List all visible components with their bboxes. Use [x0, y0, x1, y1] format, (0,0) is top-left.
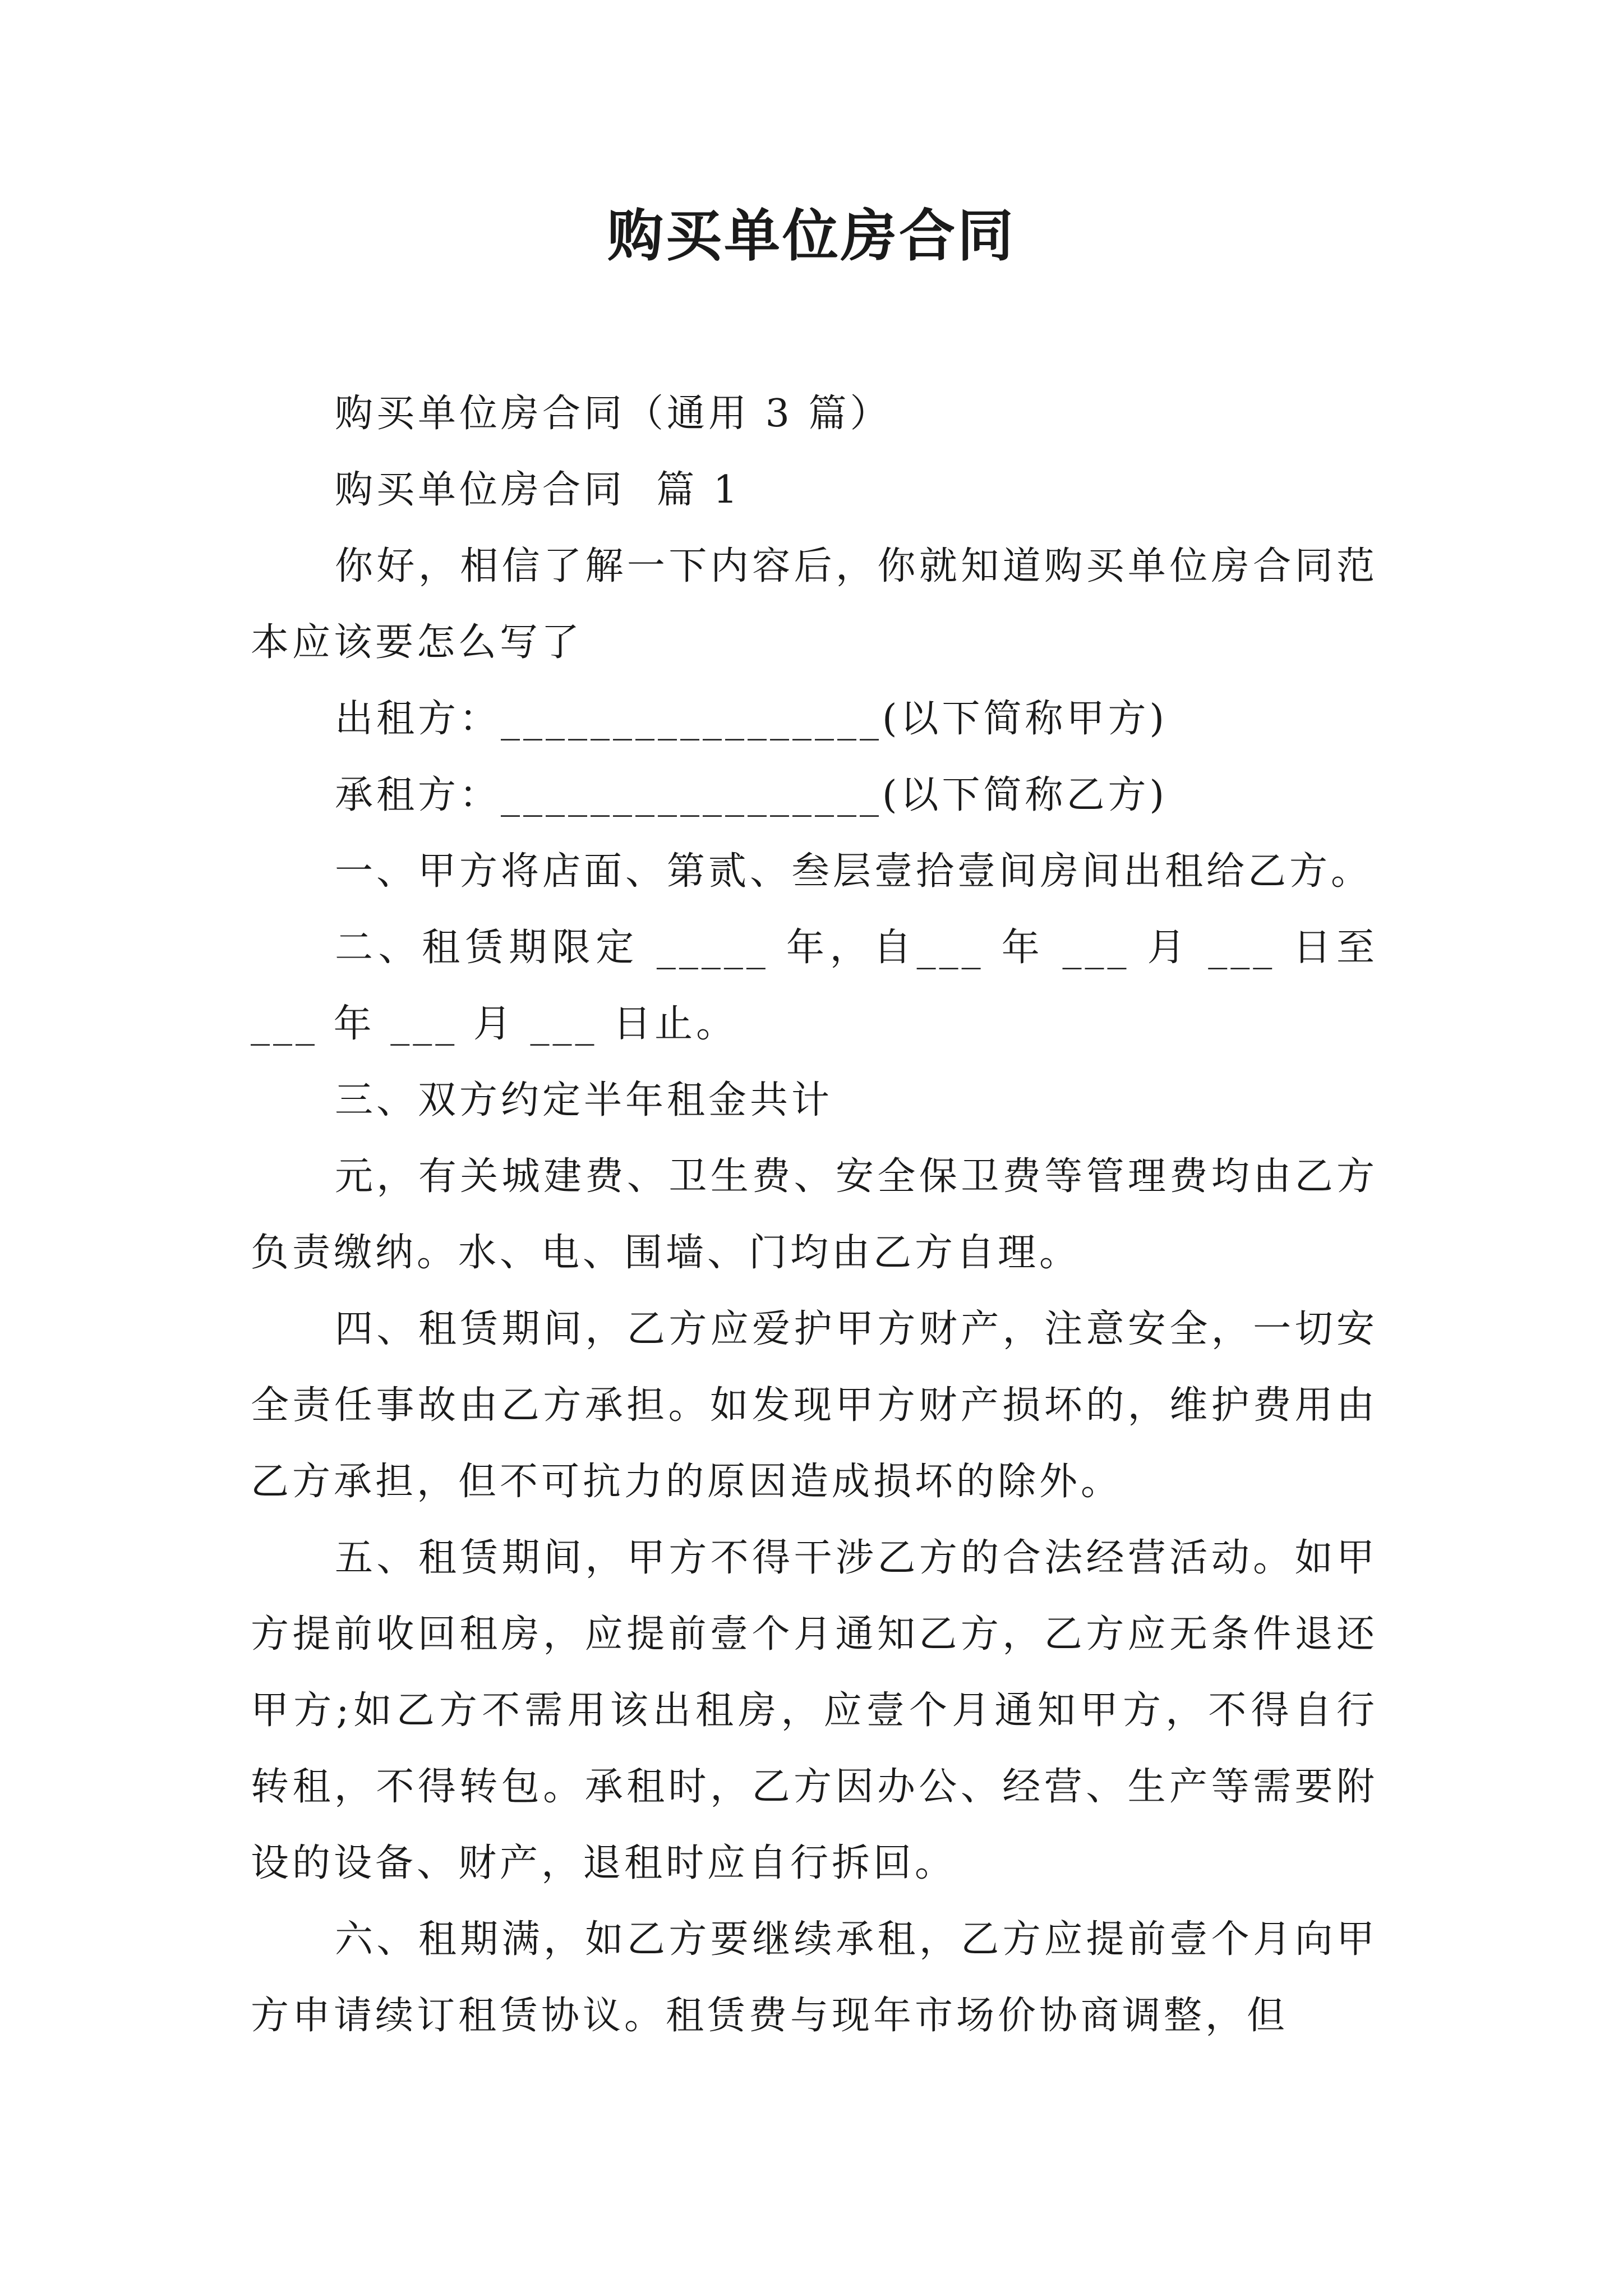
clause-6: 六、租期满，如乙方要继续承租，乙方应提前壹个月向甲方申请续订租赁协议。租赁费与现年市场价协商调整，但: [251, 1917, 1378, 2038]
document-body: [251, 376, 1378, 2054]
clause-1: 一、甲方将店面、第贰、叁层壹拾壹间房间出租给乙方。: [335, 849, 1373, 894]
clause-3: 三、双方约定半年租金共计: [335, 1078, 833, 1122]
clause-2: 二、租赁期限定 _____ 年，自___ 年 ___ 月 ___ 日至___ 年 ___ 月 ___ 日止。: [251, 926, 1378, 1046]
document-title: 购买单位房合同: [607, 203, 1016, 269]
clause-4: 四、租赁期间，乙方应爱护甲方财产，注意安全，一切安全责任事故由乙方承担。如发现甲方财产损坏的，维护费用由乙方承担，但不可抗力的原因造成损坏的除外。: [251, 1307, 1378, 1504]
paragraph-intro: 你好，相信了解一下内容后，你就知道购买单位房合同范本应该要怎么写了: [251, 544, 1378, 665]
clause-3-continued: 元，有关城建费、卫生费、安全保卫费等管理费均由乙方负责缴纳。水、电、围墙、门均由乙方自理。: [251, 1154, 1378, 1275]
paragraph-lessor: 出租方：_________________(以下简称甲方): [335, 697, 1168, 741]
paragraph-section-heading: 购买单位房合同 篇 1: [335, 468, 741, 512]
paragraph-lessee: 承租方：_________________(以下简称乙方): [335, 773, 1168, 817]
clause-5: 五、租赁期间，甲方不得干涉乙方的合法经营活动。如甲方提前收回租房，应提前壹个月通知乙方，乙方应无条件退还甲方;如乙方不需用该出租房，应壹个月通知甲方，不得自行转租，不得转包。承租时，乙方因办公、经营、生产等需要附设的设备、财产，退租时应自行拆回。: [251, 1536, 1378, 1885]
paragraph-subtitle: 购买单位房合同（通用 3 篇）: [335, 392, 892, 436]
